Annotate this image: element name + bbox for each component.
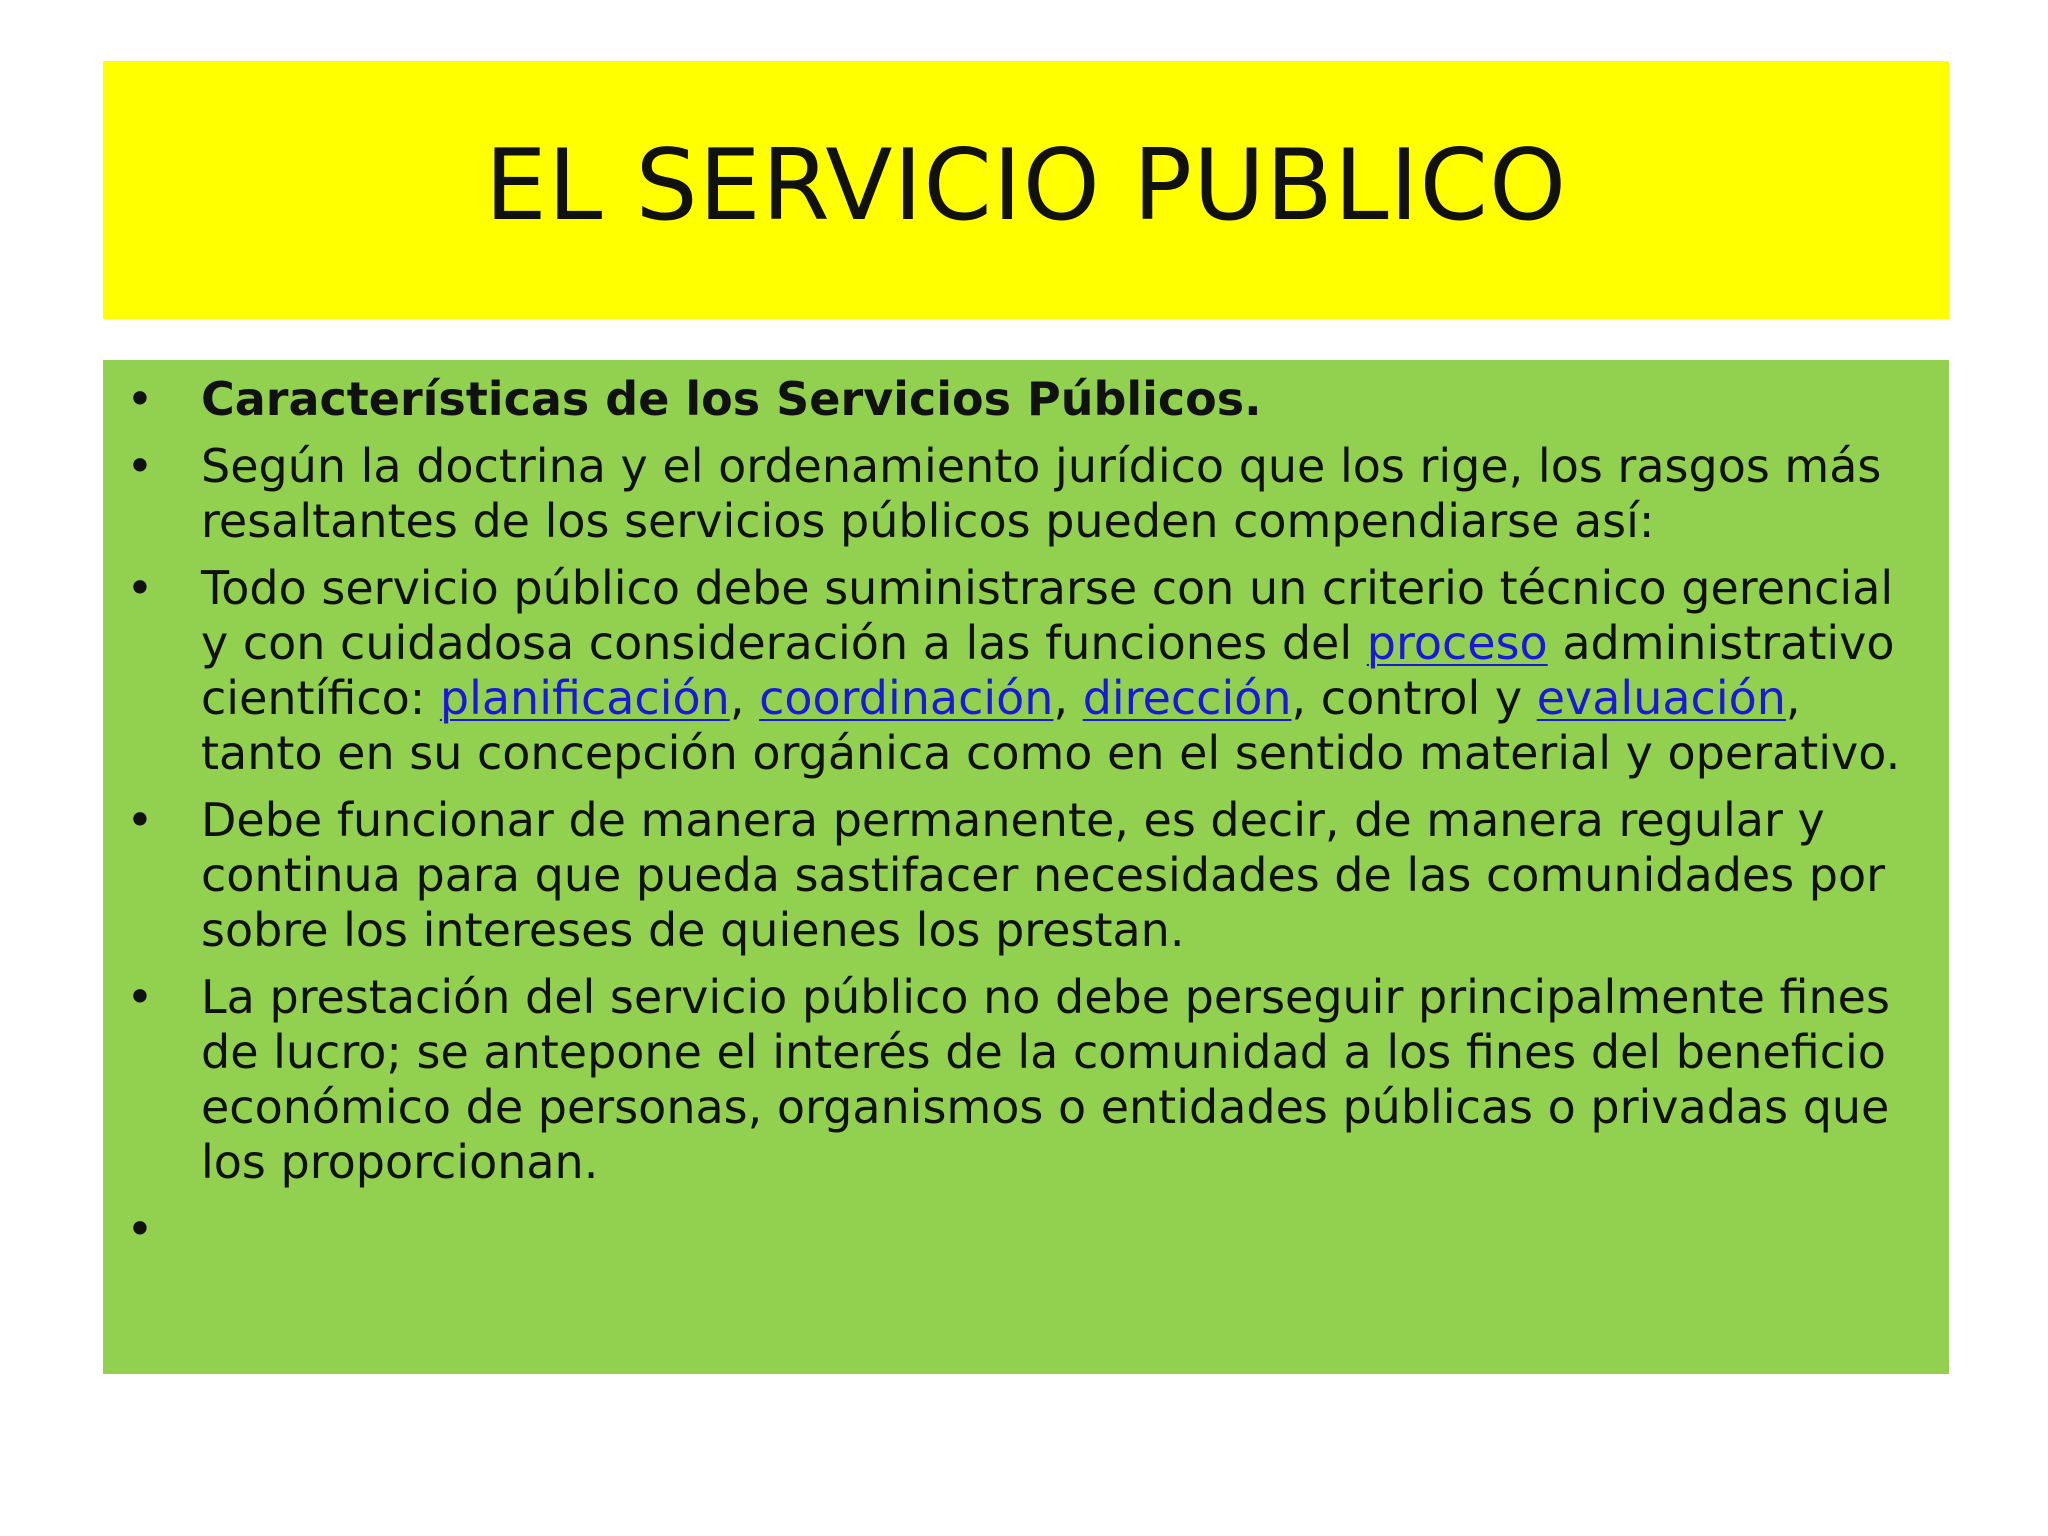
bullet-text: Según la doctrina y el ordenamiento jurídico que los rige, los rasgos más resaltantes de los servicios públicos pueden compendiarse así: — [201, 439, 1882, 548]
link-proceso[interactable]: proceso — [1366, 616, 1548, 670]
bullet-item-nonprofit — [103, 970, 1909, 1190]
bullet-text: Debe funcionar de manera permanente, es decir, de manera regular y continua para que pueda sastifacer necesidades de las comunidades por sobre los intereses de quienes los prestan. — [201, 793, 1886, 957]
slide-title: EL SERVICIO PUBLICO — [484, 129, 1568, 243]
bullet-text-separator: , — [1053, 671, 1083, 725]
bullet-icon: • — [126, 793, 154, 847]
bullet-text-part: administrativo científico: — [201, 616, 1895, 725]
bullet-icon: • — [126, 439, 154, 493]
bullet-icon: • — [126, 561, 154, 615]
bullet-text-separator: , — [729, 671, 760, 725]
bullet-text-part: Todo servicio público debe suministrarse con un criterio técnico gerencial y con cuidadosa consideración a las funciones del — [201, 561, 1894, 670]
link-coordinacion[interactable]: coordinación — [759, 671, 1054, 725]
bullet-item-doctrine — [103, 439, 1909, 549]
content-panel — [103, 360, 1949, 1374]
bullet-heading-text: Características de los Servicios Públicos. — [201, 372, 1262, 426]
bullet-text-part: , tanto en su concepción orgánica como en el sentido material y operativo. — [201, 671, 1901, 780]
bullet-icon: • — [126, 970, 154, 1024]
bullet-icon: • — [126, 1202, 154, 1256]
bullet-text: La prestación del servicio público no debe perseguir principalmente fines de lucro; se antepone el interés de la comunidad a los fines del beneficio económico de personas, organismos o entidades públicas o privadas que los proporcionan. — [201, 970, 1890, 1189]
title-banner — [103, 61, 1949, 319]
bullet-item-characteristics — [103, 372, 1909, 427]
link-direccion[interactable]: dirección — [1082, 671, 1292, 725]
bullet-list — [103, 372, 1909, 1256]
bullet-icon: • — [126, 372, 154, 426]
bullet-item-permanent — [103, 793, 1909, 958]
bullet-item-management — [103, 561, 1909, 781]
bullet-text-part: , control y — [1291, 671, 1537, 725]
link-planificacion[interactable]: planificación — [439, 671, 730, 725]
link-evaluacion[interactable]: evaluación — [1536, 671, 1786, 725]
